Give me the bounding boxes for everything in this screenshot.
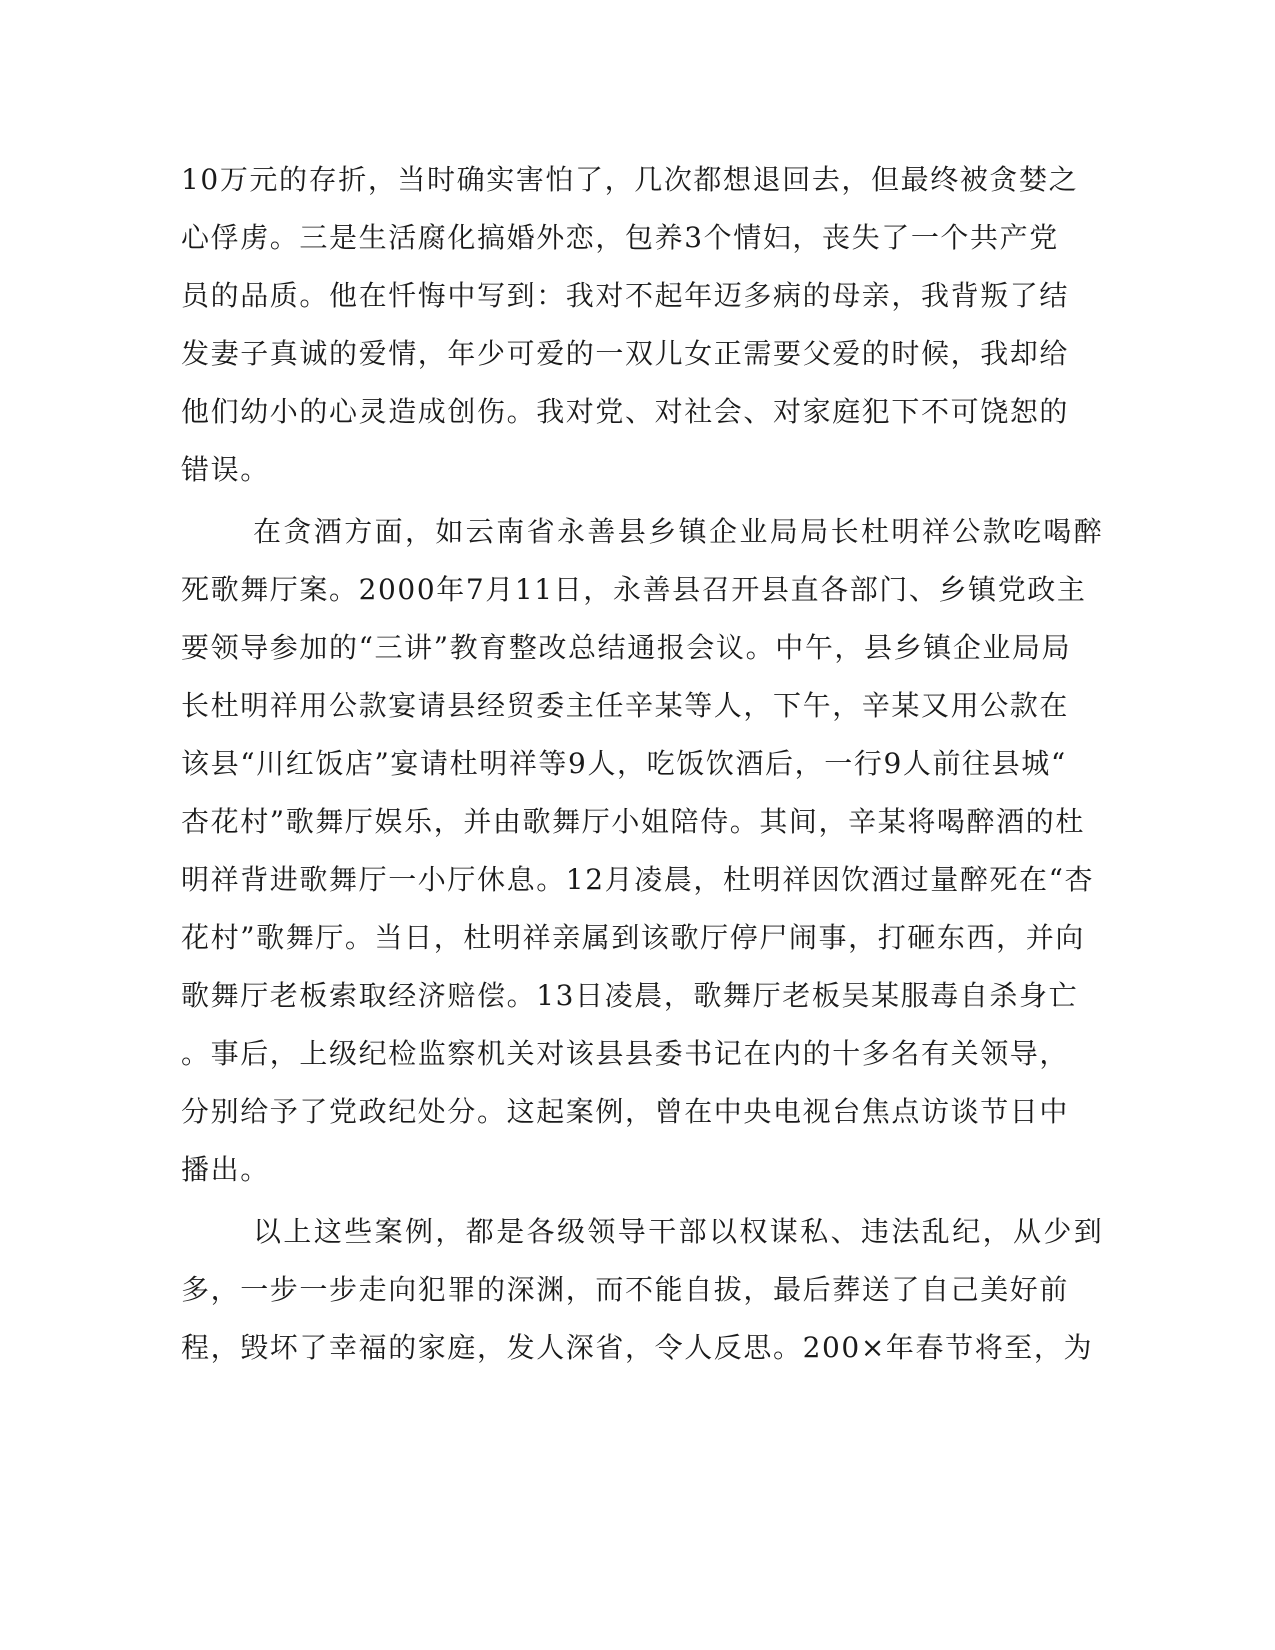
text-line: 心俘虏。三是生活腐化搞婚外恋，包养3个情妇，丧失了一个共产党	[181, 221, 1059, 254]
text-line: 长杜明祥用公款宴请县经贸委主任辛某等人，下午，辛某又用公款在	[181, 689, 1070, 722]
text-line: 员的品质。他在忏悔中写到：我对不起年迈多病的母亲，我背叛了结	[181, 279, 1070, 312]
text-line: 分别给予了党政纪处分。这起案例，曾在中央电视台焦点访谈节日中	[181, 1095, 1070, 1128]
text-line: 。事后，上级纪检监察机关对该县县委书记在内的十多名有关领导，	[181, 1037, 1070, 1070]
text-line: 死歌舞厅案。2000年7月11日，永善县召开县直各部门、乡镇党政主	[181, 573, 1087, 606]
text-line: 他们幼小的心灵造成创伤。我对党、对社会、对家庭犯下不可饶恕的	[181, 395, 1070, 428]
text-line: 10万元的存折，当时确实害怕了，几次都想退回去，但最终被贪婪之	[181, 163, 1079, 196]
text-line: 杏花村”歌舞厅娱乐，并由歌舞厅小姐陪侍。其间，辛某将喝醉酒的杜	[181, 805, 1085, 838]
text-line: 该县“川红饭店”宴请杜明祥等9人，吃饭饮酒后，一行9人前往县城“	[181, 747, 1067, 780]
text-line: 程，毁坏了幸福的家庭，发人深省，令人反思。200×年春节将至，为	[181, 1331, 1094, 1364]
text-line: 歌舞厅老板索取经济赔偿。13日凌晨，歌舞厅老板吴某服毒自杀身亡	[181, 979, 1079, 1012]
text-line: 播出。	[181, 1153, 270, 1186]
text-line: 错误。	[181, 453, 270, 486]
text-line: 要领导参加的“三讲”教育整改总结通报会议。中午，县乡镇企业局局	[181, 631, 1072, 664]
paragraph-first-line: 以上这些案例，都是各级领导干部以权谋私、违法乱纪，从少到	[253, 1215, 1105, 1248]
paragraph-first-line: 在贪酒方面，如云南省永善县乡镇企业局局长杜明祥公款吃喝醉	[253, 515, 1105, 548]
text-line: 发妻子真诚的爱情，年少可爱的一双儿女正需要父爱的时候，我却给	[181, 337, 1070, 370]
text-line: 明祥背进歌舞厅一小厅休息。12月凌晨，杜明祥因饮酒过量醉死在“杏	[181, 863, 1095, 896]
text-line: 多，一步一步走向犯罪的深渊，而不能自拔，最后葬送了自己美好前	[181, 1273, 1070, 1306]
text-line: 花村”歌舞厅。当日，杜明祥亲属到该歌厅停尸闹事，打砸东西，并向	[181, 921, 1085, 954]
